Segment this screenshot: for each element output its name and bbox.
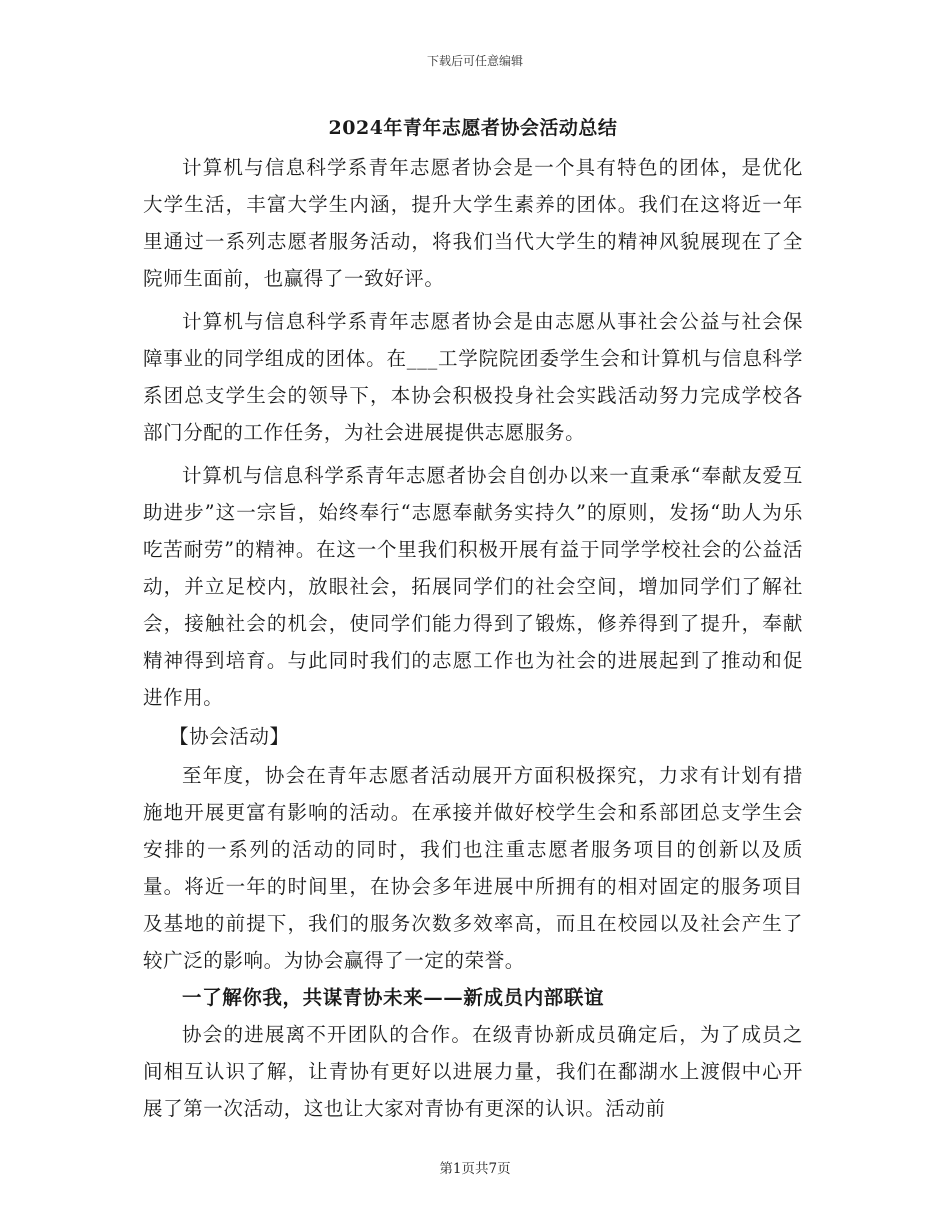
paragraph-organization: 计算机与信息科学系青年志愿者协会是由志愿从事社会公益与社会保障事业的同学组成的团体。在___工学院院团委学生会和计算机与信息科学系团总支学生会的领导下，本协会积极投身社会实践活动努力完成学校各部门分配的工作任务，为社会进展提供志愿服务。 bbox=[143, 310, 803, 444]
section-label-activities: 【协会活动】 bbox=[169, 725, 290, 748]
document-title: 2024年青年志愿者协会活动总结 bbox=[328, 117, 618, 139]
document-body bbox=[143, 113, 803, 1127]
paragraph-mission: 计算机与信息科学系青年志愿者协会自创办以来一直秉承“奉献友爱互助进步”这一宗旨，始终奉行“志愿奉献务实持久”的原则，发扬“助人为乐吃苦耐劳”的精神。在这一个里我们积极开展有益于同学学校社会的公益活动，并立足校内，放眼社会，拓展同学们的社会空间，增加同学们了解社会，接触社会的机会，使同学们能力得到了锻炼，修养得到了提升，奉献精神得到培育。与此同时我们的志愿工作也为社会的进展起到了推动和促进作用。 bbox=[143, 464, 803, 709]
paragraph-new-member-event: 协会的进展离不开团队的合作。在级青协新成员确定后，为了成员之间相互认识了解，让青协有更好以进展力量，我们在鄱湖水上渡假中心开展了第一次活动，这也让大家对青协有更深的认识。活动前 bbox=[143, 1023, 803, 1120]
subheading-new-member-event: 一了解你我，共谋青协未来——新成员内部联谊 bbox=[182, 986, 605, 1009]
paragraph-intro: 计算机与信息科学系青年志愿者协会是一个具有特色的团体，是优化大学生活，丰富大学生内涵，提升大学生素养的团体。我们在这将近一年里通过一系列志愿者服务活动，将我们当代大学生的精神风貌展现在了全院师生面前，也赢得了一致好评。 bbox=[143, 156, 803, 290]
paragraph-activities: 至年度，协会在青年志愿者活动展开方面积极探究，力求有计划有措施地开展更富有影响的活动。在承接并做好校学生会和系部团总支学生会安排的一系列的活动的同时，我们也注重志愿者服务项目的创新以及质量。将近一年的时间里，在协会多年进展中所拥有的相对固定的服务项目及基地的前提下，我们的服务次数多效率高，而且在校园以及社会产生了较广泛的影响。为协会赢得了一定的荣誉。 bbox=[143, 764, 803, 972]
page-number: 第1页共7页 bbox=[439, 1161, 511, 1177]
page-header-note: 下载后可任意编辑 bbox=[426, 54, 523, 68]
